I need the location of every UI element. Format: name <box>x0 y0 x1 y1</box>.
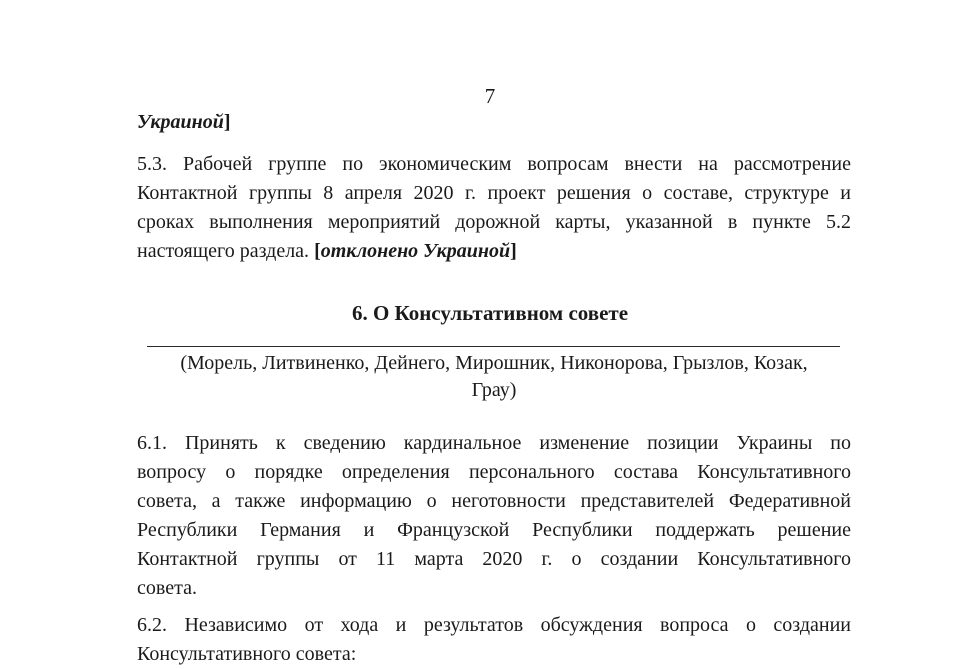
paragraph-line: совета, а также информацию о неготовности представителей Федеративной <box>137 490 851 512</box>
paragraph-line: Контактной группы 8 апреля 2020 г. проект решения о составе, структуре и <box>137 182 851 204</box>
paragraph-line: Консультативного совета: <box>137 643 357 665</box>
participants-list <box>137 350 851 404</box>
paragraph-line: сроках выполнения мероприятий дорожной карты, указанной в пункте 5.2 <box>137 211 851 233</box>
previous-item-fragment <box>137 108 851 137</box>
note-bracket-close: ] <box>510 240 517 262</box>
paragraph-text: настоящего раздела. <box>137 240 315 262</box>
fragment-emphasis: Украиной <box>137 111 224 133</box>
paragraph-line: 5.3. Рабочей группе по экономическим вопросам внести на рассмотрение <box>137 153 851 175</box>
paragraph-line: вопросу о порядке определения персонального состава Консультативного <box>137 461 851 483</box>
fragment-line <box>137 108 851 137</box>
rejection-note: отклонено Украиной <box>320 240 511 262</box>
section-heading: 6. О Консультативном совете <box>351 301 629 325</box>
participants-line: (Морель, Литвиненко, Дейнего, Мирошник, Никонорова, Грызлов, Козак, <box>180 352 808 374</box>
paragraph-line: 6.1. Принять к сведению кардинальное изменение позиции Украины по <box>137 432 851 454</box>
paragraph-6-2 <box>137 611 851 669</box>
paragraph-line: Контактной группы от 11 марта 2020 г. о создании Консультативного <box>137 548 851 570</box>
paragraph-line: 6.2. Независимо от хода и результатов обсуждения вопроса о создании <box>137 614 851 636</box>
paragraph-6-1 <box>137 429 851 603</box>
heading-divider <box>147 346 840 347</box>
paragraph-line: совета. <box>137 577 197 599</box>
paragraph-5-3 <box>137 150 851 266</box>
fragment-bracket: ] <box>223 111 231 133</box>
paragraph-line <box>137 237 851 266</box>
participants-line: Грау) <box>471 379 517 401</box>
page-number: 7 <box>484 84 496 108</box>
paragraph-line: Республики Германия и Французской Республики поддержать решение <box>137 519 851 541</box>
note-bracket-open: [ <box>314 240 321 262</box>
